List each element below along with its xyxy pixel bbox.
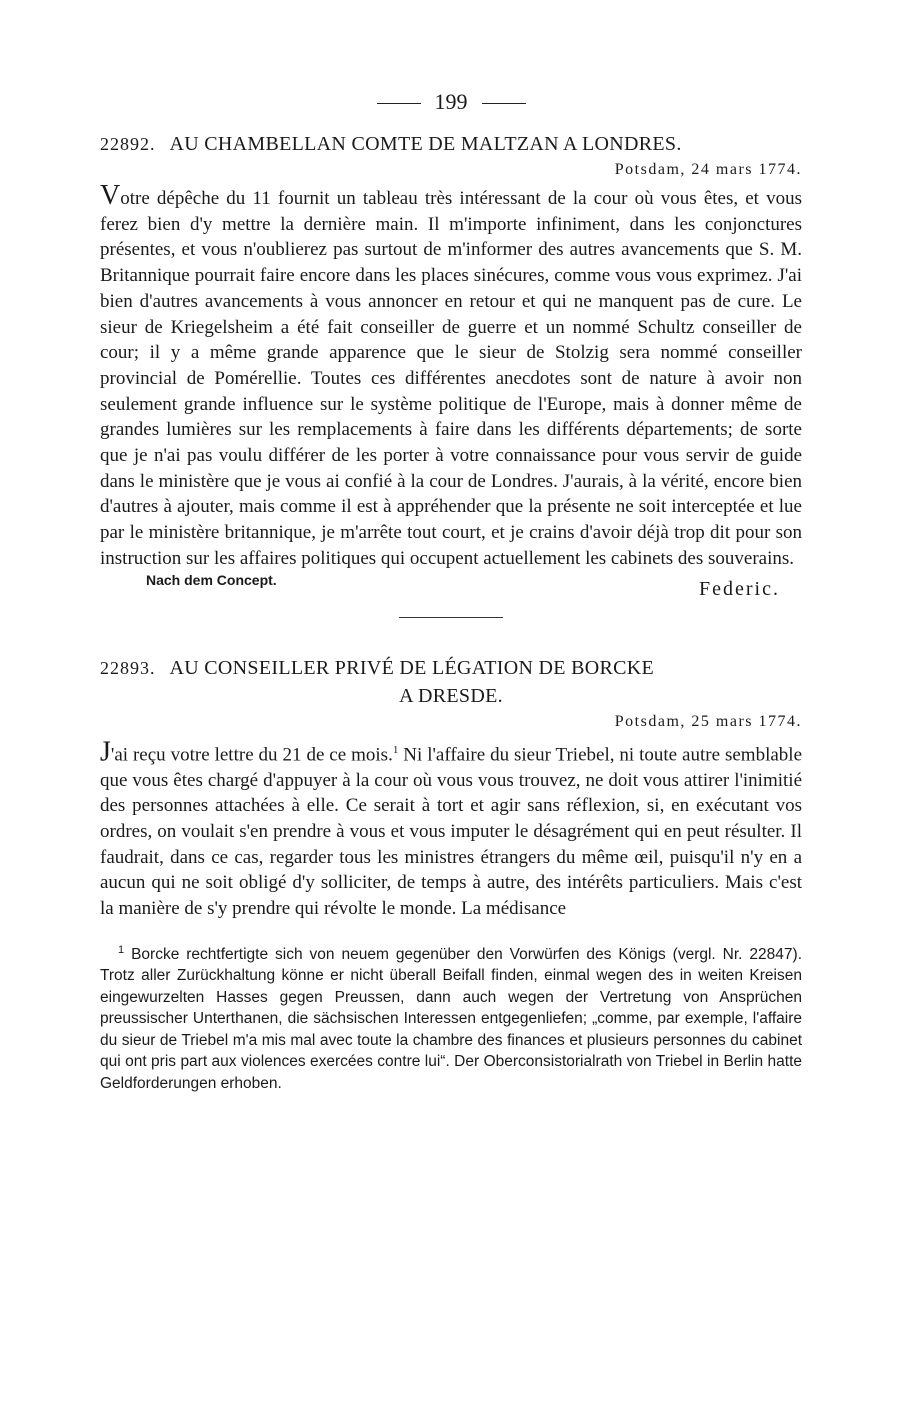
page-number: 199 [434,89,468,114]
letter2-title-line1: AU CONSEILLER PRIVÉ DE LÉGATION DE BORCKE [169,656,654,679]
letter2-body [100,735,803,922]
letter1-signature: Federic. [699,577,780,600]
letter1-initial: V [100,180,121,211]
letter2-number: 22893. [100,657,156,678]
footnote [100,940,802,1095]
footnote-reference[interactable]: 1 [392,743,399,756]
footnote-marker: 1 [118,943,125,956]
letter1-source: Nach dem Concept. [146,571,277,588]
page-number-row [100,88,802,116]
letter2-text-a: 'ai reçu votre lettre du 21 de ce mois. [110,743,393,765]
letter2-dateline: Potsdam, 25 mars 1774. [614,712,802,730]
letter1-heading [100,130,802,158]
letter1-dateline: Potsdam, 24 mars 1774. [614,161,802,178]
rule-left [377,103,421,104]
letter2-title-line2: A DRESDE. [399,684,503,707]
letter1-text: otre dépêche du 11 fournit un tableau très intéressant de la cour où vous êtes, et vous ferez bien d'y mettre la dernière main. Il m'importe infiniment, dans les conjonctures présentes, et vous n'oublierez pas surtout de m'informer des autres avancements que S. M. Britannique pourrait faire encore dans les places sinécures, comme vous vous exprimez. J'ai bien d'autres avancements à vous annoncer en retour et qui ne manquent pas de cure. Le sieur de Kriegelsheim a été fait conseiller de guerre et un nommé Schultz conseiller de cour; il y a même grande apparence que le sieur de Stolzig sera nommé conseiller provincial de Pomérellie. Toutes ces différentes anecdotes sont de nature à avoir non seulement grande influence sur le système politique de l'Europe, mais à donner même de grandes lumières sur les remplacements à faire dans les différents départements; de sorte que je n'ai pas voulu différer de les porter à votre connaissance pour vous servir de guide dans le ministère que je vous ai confié à la cour de Londres. J'aurais, à la vérité, encore bien d'autres à ajouter, mais comme il est à appréhender que la présente ne soit interceptée et lue par le ministère britannique, je m'arrête tout court, et je crains d'avoir déjà trop dit pour son instruction sur les affaires politiques qui occupent actuellement les cabinets des souverains. [100,188,802,569]
page [100,88,802,1094]
letter1-body [100,180,802,572]
section-divider [399,617,503,618]
letter1-footer [100,572,802,601]
letter2-text-b: Ni l'affaire du sieur Triebel, ni toute autre semblable que vous êtes chargé d'appuyer à la cour où vous vous trouvez, ne doit vous attirer l'inimitié des personnes attachées à elle. Ce serait à tort et agir sans réflexion, si, en exécutant vos ordres, on voulait s'en prendre à vous et vous imputer le désagrément qui en peut résulter. Il faudrait, dans ce cas, regarder tous les ministres étrangers du même œil, puisqu'il n'y en a aucun qui ne soit obligé d'y solliciter, de temps à autre, des intérêts particuliers. Mais c'est la manière de s'y prendre qui révolte le monde. La médisance [100,743,803,920]
letter2-heading [100,654,802,682]
letter1-number: 22892. [100,134,156,154]
letter2-initial: J [100,735,111,767]
rule-right [482,103,526,104]
footnote-text: Borcke rechtfertigte sich von neuem gegenüber den Vorwürfen des Königs (vergl. Nr. 22847). Trotz aller Zurückhaltung könne er nicht überall Beifall finden, einmal wegen des in weiten Kreisen eingewurzelten Hasses gegen Preussen, dann auch wegen der Vertretung von Ansprüchen preussischer Unterthanen, die sächsischen Interessen entgegenliefen; „comme, par exemple, l'affaire du sieur de Triebel m'a mis mal avec toute la chambre des finances et plusieurs personnes du cabinet qui ont pris part aux violences exercées contre lui“. Der Oberconsistorialrath von Triebel in Berlin hatte Geldforderungen erhoben. [100,945,803,1092]
letter1-title: AU CHAMBELLAN COMTE DE MALTZAN A LONDRES. [169,133,682,155]
